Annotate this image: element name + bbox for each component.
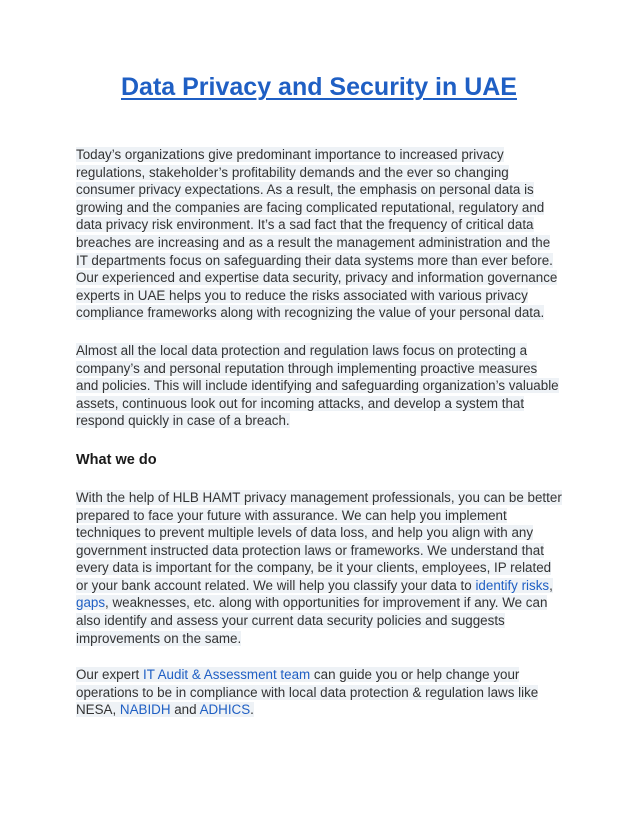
services-separator: , <box>549 577 553 593</box>
intro-paragraph-text: Today’s organizations give predominant importance to increased privacy regulations, stakeholder’s profitability demands and the ever so changing consumer privacy expectations. As a result, the emphasis on personal data is growing and the companies are facing complicated reputational, regulatory and data privacy risk environment. It’s a sad fact that the frequency of critical data breaches are increasing and as a result the management administration and the IT departments focus on safeguarding their data systems more than ever before. Our experienced and expertise data security, privacy and information governance experts in UAE helps you to reduce the risks associated with various privacy compliance frameworks along with recognizing the value of your personal data. <box>76 147 558 321</box>
expert-text-before: Our expert <box>76 667 143 683</box>
services-text-before: With the help of HLB HAMT privacy management professionals, you can be better prepared to face your future with assurance. We can help you implement techniques to prevent multiple levels of data loss, and help you align with any government instructed data protection laws or frameworks. We understand that every data is important for the company, be it your clients, employees, IP related or your bank account related. We will help you classify your data to <box>76 489 562 593</box>
laws-paragraph-text: Almost all the local data protection and regulation laws focus on protecting a company’s and personal reputation through implementing proactive measures and policies. This will include identifying and safeguarding organization’s valuable assets, continuous look out for incoming attacks, and develop a system that respond quickly in case of a breach. <box>76 342 559 429</box>
expert-text-end: . <box>250 702 254 718</box>
nabidh-link[interactable]: NABIDH <box>119 702 171 718</box>
expert-paragraph <box>76 666 562 719</box>
page-title: Data Privacy and Security in UAE <box>121 73 517 101</box>
expert-text-and: and <box>170 702 200 718</box>
section-heading-what-we-do: What we do <box>76 451 157 468</box>
services-text-after: , weaknesses, etc. along with opportunities for improvement if any. We can also identify and assess your current data security policies and suggests improvements on the same. <box>76 595 548 646</box>
identify-risks-link[interactable]: identify risks <box>475 577 550 593</box>
laws-paragraph <box>76 342 562 430</box>
adhics-link[interactable]: ADHICS <box>199 702 251 718</box>
gaps-link[interactable]: gaps <box>76 595 106 611</box>
services-paragraph <box>76 489 562 647</box>
it-audit-assessment-link[interactable]: IT Audit & Assessment team <box>142 667 311 683</box>
intro-paragraph <box>76 146 562 322</box>
services-paragraph-content <box>76 490 562 646</box>
expert-paragraph-content <box>76 667 538 717</box>
expert-text-middle: can guide you or help change your operations to be in compliance with local data protection & regulation laws like NESA, <box>76 667 539 718</box>
